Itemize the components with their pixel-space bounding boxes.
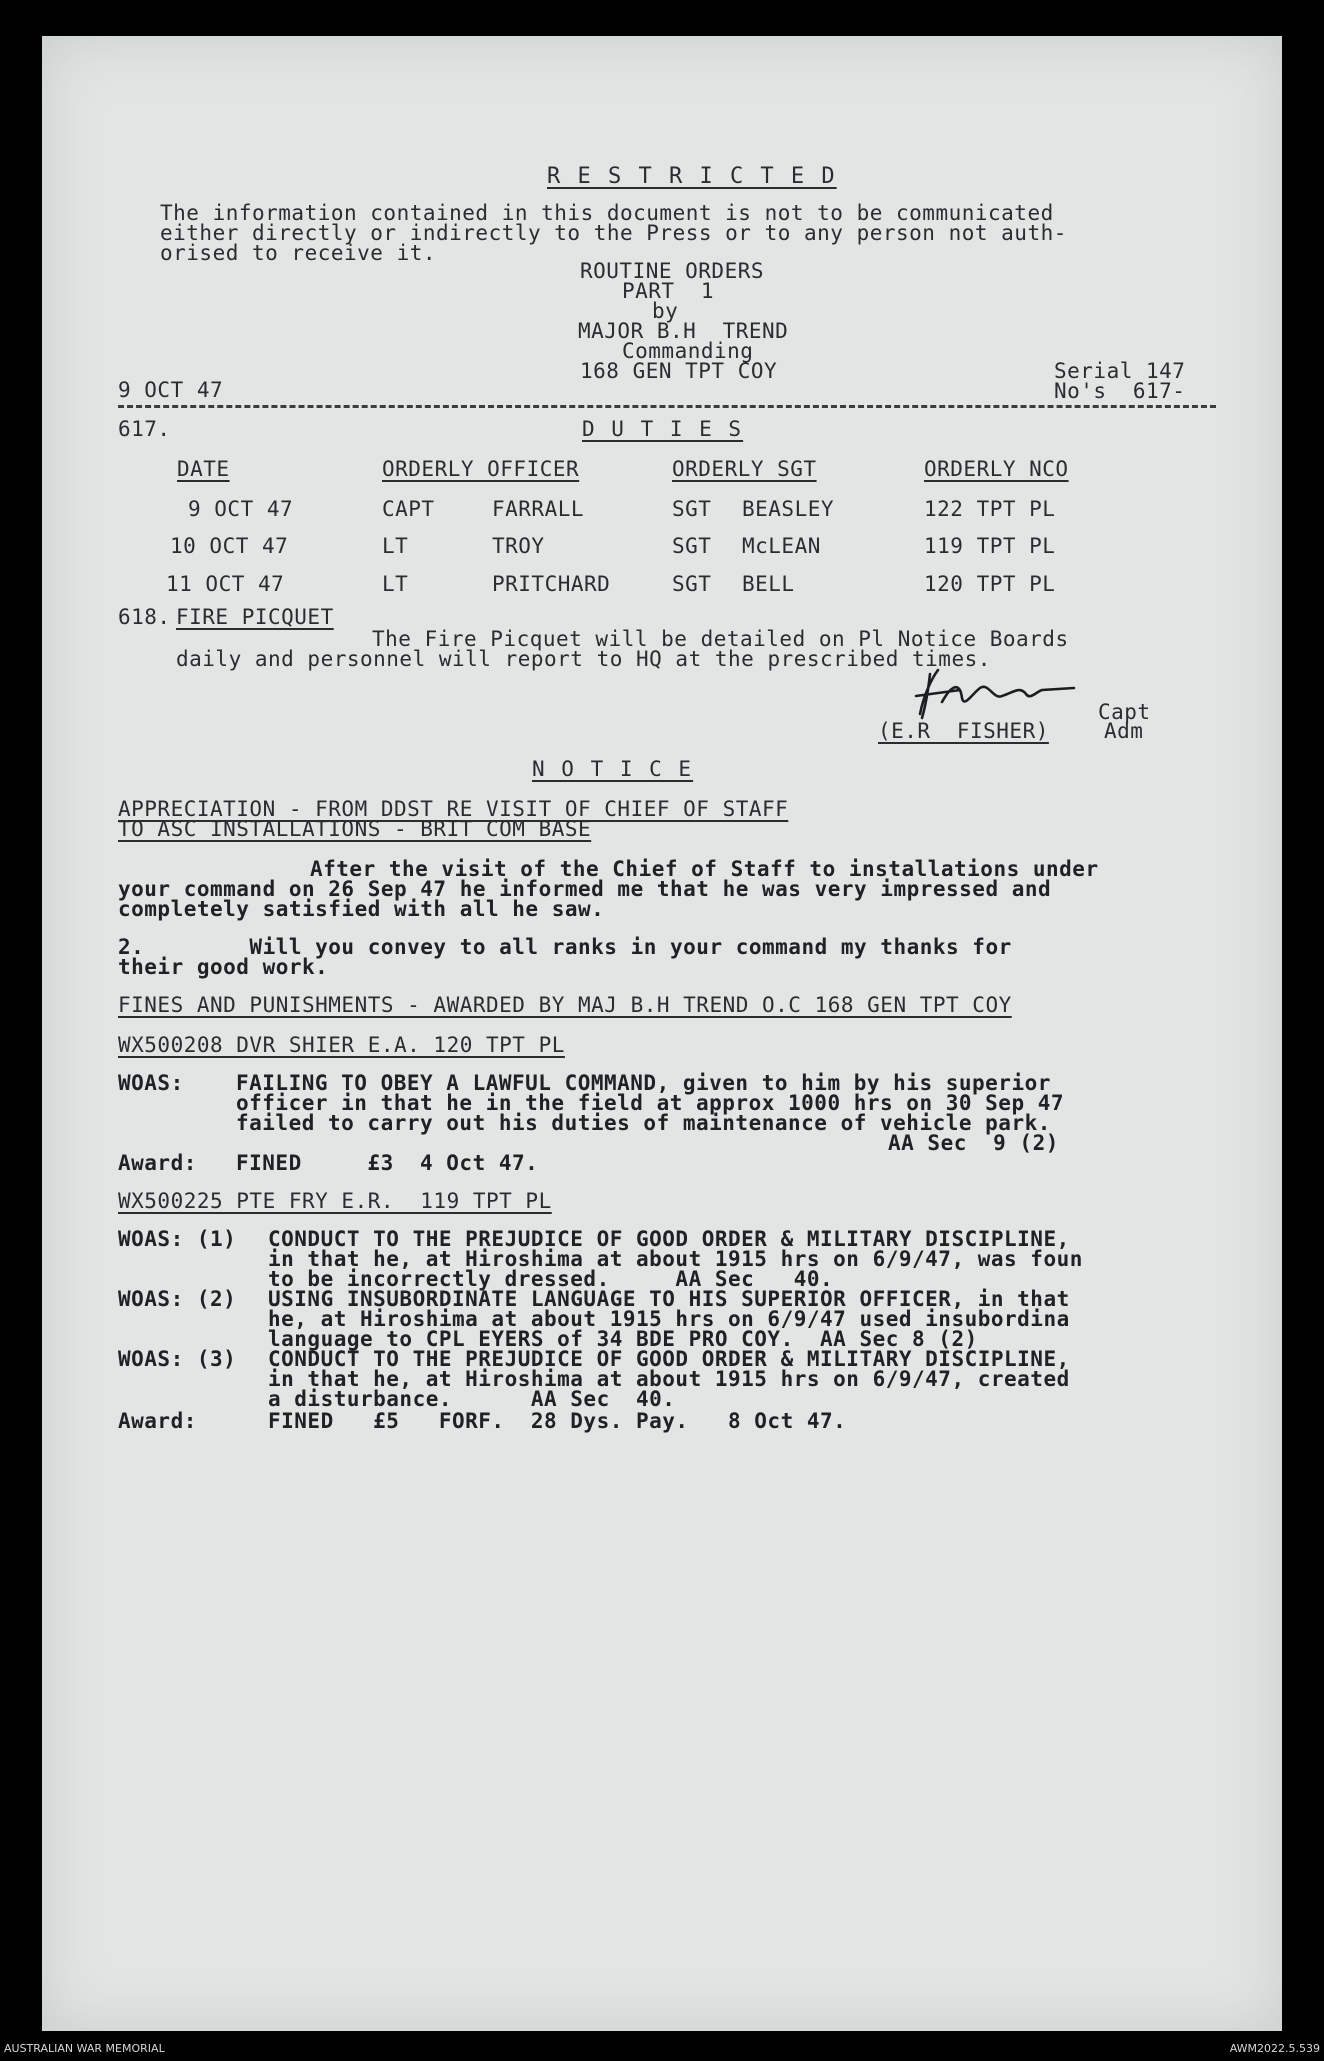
classification-heading: R E S T R I C T E D bbox=[547, 164, 837, 189]
commander-name: MAJOR B.H TREND bbox=[578, 319, 789, 343]
officer-rank: LT bbox=[382, 534, 409, 558]
case-1-charge-line-1: FAILING TO OBEY A LAWFUL COMMAND, given to him by his superior bbox=[236, 1071, 1051, 1095]
order-date: 9 OCT 47 bbox=[118, 378, 224, 402]
appreciation-para-1-line-3: completely satisfied with all he saw. bbox=[118, 897, 605, 921]
unit-name: 168 GEN TPT COY bbox=[580, 359, 778, 383]
footer-accession-number: AWM2022.5.539 bbox=[1229, 2042, 1320, 2055]
orders-part: PART 1 bbox=[622, 279, 715, 303]
fire-picquet-line-2: daily and personnel will report to HQ at the prescribed times. bbox=[176, 647, 991, 671]
column-header-sgt: ORDERLY SGT bbox=[672, 457, 817, 481]
case-2-charge-1-label: WOAS: (1) bbox=[118, 1227, 237, 1251]
sgt-rank: SGT bbox=[672, 572, 712, 596]
case-2-charge-2-label: WOAS: (2) bbox=[118, 1287, 237, 1311]
case-2-charge-1-line-1: CONDUCT TO THE PREJUDICE OF GOOD ORDER & MILITARY DISCIPLINE, bbox=[268, 1227, 1070, 1251]
appreciation-para-1-line-2: your command on 26 Sep 47 he informed me that he was very impressed and bbox=[118, 877, 1052, 901]
case-1-section: AA Sec 9 (2) bbox=[888, 1131, 1059, 1155]
case-2-charge-3-line-3: a disturbance. AA Sec 40. bbox=[268, 1387, 676, 1411]
column-header-date: DATE bbox=[177, 457, 230, 481]
appreciation-title-2: TO ASC INSTALLATIONS - BRIT COM BASE bbox=[118, 817, 592, 841]
fire-picquet-number: 618. bbox=[118, 605, 171, 629]
sgt-name: BEASLEY bbox=[742, 497, 835, 521]
case-2-charge-2-line-1: USING INSUBORDINATE LANGUAGE TO HIS SUPERIOR OFFICER, in that bbox=[268, 1287, 1070, 1311]
officer-name: TROY bbox=[492, 534, 545, 558]
sgt-rank: SGT bbox=[672, 497, 712, 521]
officer-name: FARRALL bbox=[492, 497, 585, 521]
case-1-charge-line-3: failed to carry out his duties of maintenance of vehicle park. bbox=[236, 1111, 1051, 1135]
case-2-soldier: WX500225 PTE FRY E.R. 119 TPT PL bbox=[118, 1189, 552, 1213]
duty-date: 9 OCT 47 bbox=[188, 497, 294, 521]
case-2-charge-2-line-3: language to CPL EYERS of 34 BDE PRO COY. AA Sec 8 (2) bbox=[268, 1327, 978, 1351]
fines-heading: FINES AND PUNISHMENTS - AWARDED BY MAJ B.H TREND O.C 168 GEN TPT COY bbox=[118, 993, 1012, 1017]
document-page bbox=[42, 36, 1282, 2031]
fire-picquet-line-1: The Fire Picquet will be detailed on Pl Notice Boards bbox=[372, 627, 1069, 651]
case-1-woas-label: WOAS: bbox=[118, 1071, 184, 1095]
case-1-soldier: WX500208 DVR SHIER E.A. 120 TPT PL bbox=[118, 1033, 565, 1057]
case-2-award-label: Award: bbox=[118, 1409, 197, 1433]
appreciation-title-1: APPRECIATION - FROM DDST RE VISIT OF CHIEF OF STAFF bbox=[118, 797, 789, 821]
case-2-charge-2-line-2: he, at Hiroshima at about 1915 hrs on 6/9/47 used insubordina bbox=[268, 1307, 1070, 1331]
footer-source: AUSTRALIAN WAR MEMORIAL bbox=[4, 2042, 165, 2055]
case-1-charge-line-2: officer in that he in the field at approx 1000 hrs on 30 Sep 47 bbox=[236, 1091, 1065, 1115]
case-2-charge-1-line-2: in that he, at Hiroshima at about 1915 hrs on 6/9/47, was foun bbox=[268, 1247, 1083, 1271]
sgt-name: McLEAN bbox=[742, 534, 821, 558]
warning-line-1: The information contained in this document is not to be communicated bbox=[160, 201, 1054, 225]
case-2-charge-1-line-3: to be incorrectly dressed. AA Sec 40. bbox=[268, 1267, 834, 1291]
warning-line-2: either directly or indirectly to the Press or to any person not auth- bbox=[160, 221, 1067, 245]
officer-rank: CAPT bbox=[382, 497, 435, 521]
nco-platoon: 122 TPT PL bbox=[924, 497, 1056, 521]
signatory-name: (E.R FISHER) bbox=[878, 719, 1049, 743]
case-1-award-label: Award: bbox=[118, 1151, 197, 1175]
appreciation-para-1-line-1: After the visit of the Chief of Staff to installations under bbox=[310, 857, 1099, 881]
appreciation-para-2-line-2: their good work. bbox=[118, 955, 329, 979]
duty-date: 10 OCT 47 bbox=[170, 534, 289, 558]
case-2-award: FINED £5 FORF. 28 Dys. Pay. 8 Oct 47. bbox=[268, 1409, 847, 1433]
orders-title: ROUTINE ORDERS bbox=[580, 259, 765, 283]
appreciation-para-2-line-1: 2. Will you convey to all ranks in your command my thanks for bbox=[118, 935, 1012, 959]
serial-number: Serial 147 bbox=[1054, 359, 1186, 383]
officer-name: PRITCHARD bbox=[492, 572, 611, 596]
nco-platoon: 119 TPT PL bbox=[924, 534, 1056, 558]
column-header-nco: ORDERLY NCO bbox=[924, 457, 1069, 481]
case-1-award: FINED £3 4 Oct 47. bbox=[236, 1151, 539, 1175]
header-divider bbox=[118, 405, 1216, 408]
fire-picquet-heading: FIRE PICQUET bbox=[176, 605, 334, 629]
signatory-appointment: Adm bbox=[1104, 719, 1144, 743]
duties-number: 617. bbox=[118, 417, 171, 441]
warning-line-3: orised to receive it. bbox=[160, 241, 437, 265]
column-header-officer: ORDERLY OFFICER bbox=[382, 457, 580, 481]
duties-heading: D U T I E S bbox=[582, 417, 744, 441]
sgt-name: BELL bbox=[742, 572, 795, 596]
sgt-rank: SGT bbox=[672, 534, 712, 558]
order-numbers: No's 617- bbox=[1054, 379, 1186, 403]
case-2-charge-3-line-1: CONDUCT TO THE PREJUDICE OF GOOD ORDER & MILITARY DISCIPLINE, bbox=[268, 1347, 1070, 1371]
notice-heading: N O T I C E bbox=[532, 757, 694, 781]
orders-by: by bbox=[652, 299, 679, 323]
handwritten-signature bbox=[902, 664, 1102, 724]
signatory-rank: Capt bbox=[1098, 700, 1151, 724]
case-2-charge-3-label: WOAS: (3) bbox=[118, 1347, 237, 1371]
nco-platoon: 120 TPT PL bbox=[924, 572, 1056, 596]
commanding-label: Commanding bbox=[622, 339, 754, 363]
officer-rank: LT bbox=[382, 572, 409, 596]
case-2-charge-3-line-2: in that he, at Hiroshima at about 1915 hrs on 6/9/47, created bbox=[268, 1367, 1070, 1391]
duty-date: 11 OCT 47 bbox=[166, 572, 285, 596]
